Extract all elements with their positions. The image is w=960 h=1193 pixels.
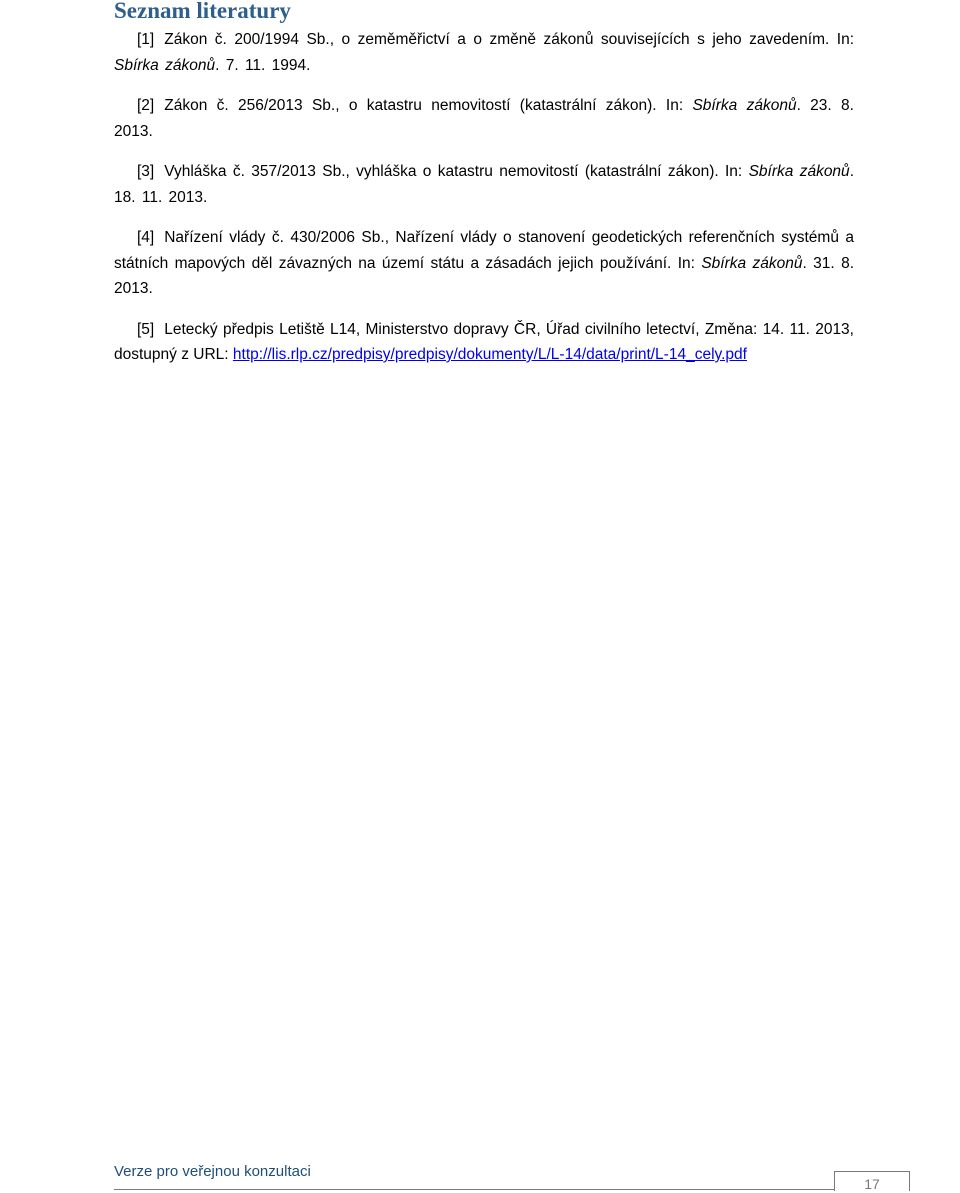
reference-item-3 [114, 159, 854, 210]
reference-source: Sbírka zákonů [114, 56, 216, 74]
reference-date: . 18. 11. 2013. [114, 163, 854, 206]
reference-text: Letecký předpis Letiště L14, Ministerstvo dopravy ČR, Úřad civilního letectví, Změna: 14. 11. 2013, dostupný z URL: [114, 320, 854, 363]
reference-text: Vyhláška č. 357/2013 Sb., vyhláška o katastru nemovitostí (katastrální zákon). In: [164, 163, 749, 180]
reference-item-2 [114, 93, 854, 144]
reference-number: [3] [137, 163, 155, 180]
reference-number: [4] [137, 229, 155, 246]
page-heading: Seznam literatury [114, 0, 291, 23]
reference-item-1 [114, 27, 854, 78]
reference-number: [1] [137, 31, 155, 48]
reference-date: . 23. 8. 2013. [114, 97, 854, 140]
reference-number: [5] [137, 320, 155, 338]
reference-date: . 7. 11. 1994. [215, 56, 311, 74]
reference-source: Sbírka zákonů [692, 97, 797, 114]
reference-source: Sbírka zákonů [701, 254, 803, 272]
footer-version-label: Verze pro veřejnou konzultaci [114, 1163, 311, 1180]
reference-item-5 [114, 317, 854, 368]
reference-text: Nařízení vlády č. 430/2006 Sb., Nařízení vlády o stanovení geodetických referenčních systémů a státních mapových děl závazných na území státu a zásadách jejich používání. In: [114, 229, 854, 272]
reference-source: Sbírka zákonů [748, 163, 850, 180]
reference-url-link[interactable]: http://lis.rlp.cz/predpisy/predpisy/dokumenty/L/L-14/data/print/L-14_cely.pdf [232, 346, 747, 363]
reference-number: [2] [137, 97, 155, 114]
footer-divider [114, 1189, 910, 1190]
reference-list [114, 27, 854, 383]
reference-date: . 31. 8. 2013. [114, 254, 854, 297]
reference-text: Zákon č. 200/1994 Sb., o zeměměřictví a o změně zákonů souvisejících s jeho zavedením. In: [164, 31, 854, 48]
reference-text: Zákon č. 256/2013 Sb., o katastru nemovitostí (katastrální zákon). In: [164, 97, 693, 114]
reference-item-4 [114, 225, 854, 302]
page-number: 17 [834, 1171, 910, 1191]
